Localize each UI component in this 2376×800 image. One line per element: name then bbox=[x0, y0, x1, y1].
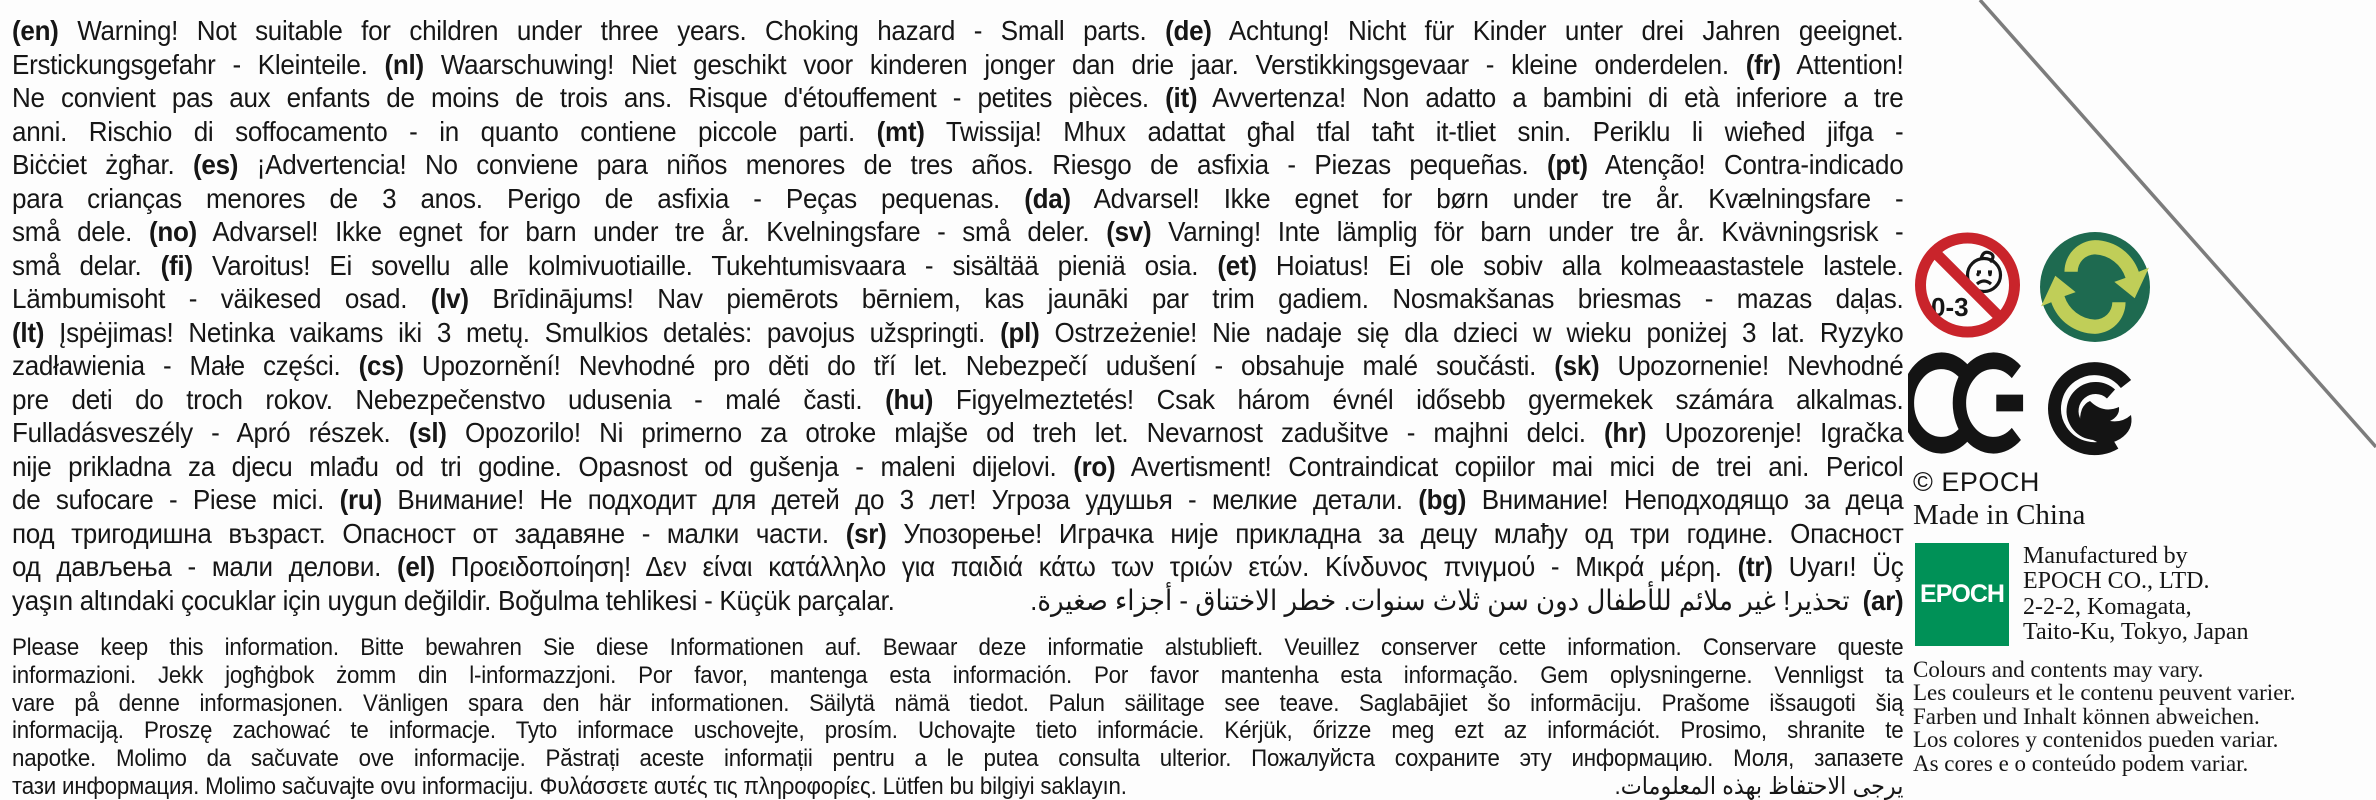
text-line: vare på denne informasjonen. Vänligen spara den här informationen. Säilytä nämä tiedot. Palun säilitage see teave. Saglabājiet šo informāciju. Prašome išsaugoti šią bbox=[12, 689, 1904, 717]
keep-information-text bbox=[12, 634, 1903, 800]
age-range-label: 0-3 bbox=[1931, 292, 1969, 322]
text-line: para crianças menores de 3 anos. Perigo de asfixia - Peças pequenas. (da) Advarsel! Ikke egnet for børn under tre år. Kvælningsfare - bbox=[12, 182, 1904, 214]
text-line: små delar. (fi) Varoitus! Ei sovellu alle kolmivuotiaille. Tukehtumisvaara - sisältää pieniä osia. (et) Hoiatus! Ei ole sobiv alla kolmeaastastele lastele. bbox=[12, 249, 1904, 281]
text-line: Fulladásveszély - Apró részek. (sl) Opozorilo! Ni primerno za otroke mlajše od treh let. Nevarnost zadušitve - majhni delci. (hr) Upozorenje! Igračka bbox=[12, 417, 1904, 448]
keep-info-lines bbox=[12, 634, 1903, 773]
text-line: informazioni. Jekk jogħġbok żomm din l-informazzjoni. Por favor, mantenga esta información. Por favor mantenha esta informação. Gem oplysningerne. Vennligst ta bbox=[12, 661, 1904, 689]
warning-line-arabic bbox=[12, 584, 1903, 618]
text-line: EPOCH CO., LTD. bbox=[2023, 568, 2210, 595]
text-line: Colours and contents may vary. bbox=[1913, 657, 2204, 682]
text-line: zadławienia - Małe części. (cs) Upozornění! Nevhodné pro děti do tří let. Nebezpečí udušení - obsahuje malé součásti. (sk) Upozornenie! Nevhodné bbox=[12, 350, 1904, 381]
no-children-under-3-icon bbox=[1914, 231, 2021, 339]
green-dot-icon bbox=[2039, 231, 2151, 343]
text-line: Farben und Inhalt können abweichen. bbox=[1913, 703, 2260, 729]
warning-turkish-end: yaşın altındaki çocuklar için uygun değildir. Boğulma tehlikesi - Küçük parçalar. bbox=[12, 584, 895, 616]
conformity-arcs-mark-icon bbox=[2040, 344, 2144, 464]
variation-notice bbox=[1913, 658, 2296, 775]
text-line: Erstickungsgefahr - Kleinteile. (nl) Waarschuwing! Niet geschikt voor kinderen jonger dan drie jaar. Verstikkingsgevaar - kleine onderdelen. (fr) Attention! bbox=[12, 48, 1904, 80]
warning-lines bbox=[12, 14, 1903, 584]
keep-info-arabic-text: يرجى الاحتفاظ بهذه المعلومات. bbox=[1614, 772, 1904, 800]
text-line: informaciją. Proszę zachować te informacje. Tyto informace uschovejte, prosím. Uchovajte tieto informácie. Kérjük, őrizze meg ezt az információt. Prosimo, shranite te bbox=[12, 717, 1904, 745]
text-line: pre deti do troch rokov. Nebezpečenstvo udusenia - malé časti. (hu) Figyelmeztetés! Csak három évnél idősebb gyermekek számára alkalmas. bbox=[12, 383, 1904, 415]
made-in-text: Made in China bbox=[1913, 499, 2086, 531]
keep-info-latin-end: тази информация. Molimo sačuvajte ovu informaciju. Φυλάσσετε αυτές τις πληροφορίες. Lütfen bu bilgiyi saklayın. bbox=[12, 772, 1127, 800]
language-code-ar: (ar) bbox=[1862, 584, 1904, 616]
text-line: Ne convient pas aux enfants de moins de trois ans. Risque d'étouffement - petites pièces. (it) Avvertenza! Non adatto a bambini di età inferiore a tre bbox=[12, 82, 1904, 113]
manufacturer-lines bbox=[2023, 544, 2249, 646]
variation-lines bbox=[1913, 658, 2296, 775]
text-line: од дављења - мали делови. (el) Προειδοποίηση! Δεν είναι κατάλληλο για παιδιά κάτω των τριών ετών. Κίνδυνος πνιγμού - Μικρά μέρη. (tr) Uyarı! Üç bbox=[12, 551, 1904, 582]
text-line: nije prikladna za djecu mlađu od tri godine. Opasnost od gušenja - maleni dijelovi. (ro) Avertisment! Contraindicat copiilor mai mici de trei ani. Pericol bbox=[12, 450, 1904, 482]
text-line: anni. Rischio di soffocamento - in quanto contiene piccole parti. (mt) Twissija! Mhux adattat għal tfal taħt it-tliet snin. Periklu li wieħed jifga - bbox=[12, 115, 1904, 147]
text-line: Lämbumisoht - väikesed osad. (lv) Brīdinājums! Nav piemērots bērniem, kas jaunāki par trim gadiem. Nosmakšanas briesmas - mazas daļas. bbox=[12, 283, 1904, 314]
epoch-logo bbox=[1915, 543, 2009, 646]
manufacturer-address bbox=[2023, 544, 2249, 646]
text-line: Manufactured by bbox=[2023, 543, 2188, 569]
text-line: napotke. Molimo da sačuvate ove informacije. Păstrați aceste informații pentru a le putea consulta ulterior. Пожалуйста сохраните эту информацию. Моля, запазете bbox=[12, 745, 1904, 773]
text-line: (en) Warning! Not suitable for children under three years. Choking hazard - Small parts. (de) Achtung! Nicht für Kinder unter drei Jahren geeignet. bbox=[12, 15, 1904, 46]
text-line: 2-2-2, Komagata, bbox=[2023, 593, 2192, 620]
epoch-logo-text: EPOCH bbox=[1920, 580, 2004, 608]
text-line: Les couleurs et le contenu peuvent varier. bbox=[1913, 680, 2296, 706]
text-line: под тригодишна възраст. Опасност от задавяне - малки части. (sr) Упозорење! Играчка није прикладна за децу млађу од три године. Опасност bbox=[12, 517, 1904, 549]
text-line: små dele. (no) Advarsel! Ikke egnet for barn under tre år. Kvelningsfare - små deler. (sv) Varning! Inte lämplig för barn under tre år. Kvävningsrisk - bbox=[12, 216, 1904, 247]
text-line: Biċċiet żgħar. (es) ¡Advertencia! No conviene para niños menores de tres años. Riesgo de asfixia - Piezas pequeñas. (pt) Atenção! Contra-indicado bbox=[12, 149, 1904, 180]
text-line: Taito-Ku, Tokyo, Japan bbox=[2023, 619, 2249, 646]
warning-arabic-text: تحذير! غير ملائم للأطفال دون سن ثلاث سنوات. خطر الاختناق - أجزاء صغيرة. bbox=[1030, 584, 1850, 616]
copyright-text: © EPOCH bbox=[1913, 467, 2040, 497]
text-line: (lt) Įspėjimas! Netinka vaikams iki 3 metų. Smulkios detalės: pavojus užspringti. (pl) Ostrzeżenie! Nie nadaje się dla dzieci w wieku poniżej 3 lat. Ryzyko bbox=[12, 316, 1904, 348]
ce-mark-icon bbox=[1908, 349, 2042, 457]
text-line: As cores e o conteúdo podem variar. bbox=[1913, 750, 2249, 776]
keep-info-line-arabic bbox=[12, 773, 1903, 800]
text-line: de sufocare - Piese mici. (ru) Внимание! Не подходит для детей до 3 лет! Угроза удушья - мелкие детали. (bg) Внимание! Неподходящо за деца bbox=[12, 484, 1904, 515]
text-line: Please keep this information. Bitte bewahren Sie diese Informationen auf. Bewaar deze informatie alstublieft. Veuillez conserver cette information. Conservare queste bbox=[12, 634, 1904, 661]
text-line: Los colores y contenidos pueden variar. bbox=[1913, 727, 2279, 753]
multilingual-warning-text bbox=[12, 14, 1903, 617]
